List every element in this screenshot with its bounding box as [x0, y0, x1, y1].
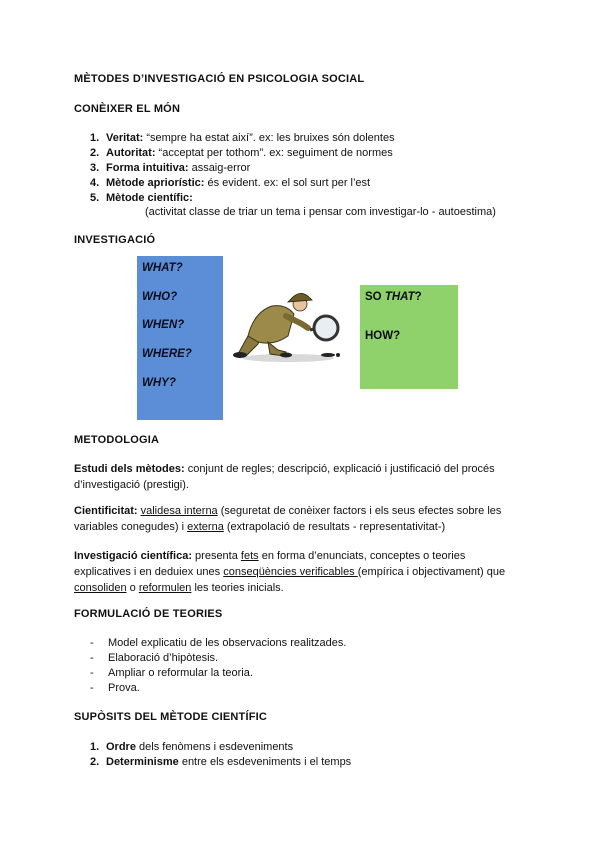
- numbered-list-knowledge: [90, 131, 395, 206]
- numbered-list-assumptions: [90, 740, 351, 770]
- heading-metodologia: METODOLOGIA: [74, 434, 160, 446]
- detective-magnifier-illustration: [228, 284, 346, 364]
- list-item: - Prova.: [90, 682, 140, 694]
- heading-formulacio-teories: FORMULACIÓ DE TEORIES: [74, 608, 223, 620]
- how-label: HOW?: [365, 330, 401, 342]
- where-question: WHERE?: [142, 348, 192, 360]
- list-item: 3. Forma intuitiva: assaig-error: [90, 162, 251, 174]
- list-item: 2. Determinisme entre els esdeveniments i el temps: [90, 756, 352, 768]
- list-item: - Model explicatiu de les observacions realitzades.: [90, 637, 347, 649]
- list-item: 5. Mètode científic:: [90, 192, 193, 204]
- paragraph-investigacio-cientifica: Investigació científica: presenta fets en forma d’enunciats, conceptes o teories explicatives i en deduiex unes conseqüències verificables (empírica i objectivament) que consoliden o reformulen les teories inicials.: [74, 550, 506, 594]
- questions-box: [137, 256, 223, 420]
- list-item: - Ampliar o reformular la teoria.: [90, 667, 253, 679]
- list-item: 1. Veritat: “sempre ha estat així”. ex: les bruixes són dolentes: [90, 132, 395, 144]
- activity-note: (activitat classe de triar un tema i pensar com investigar-lo - autoestima): [145, 206, 496, 218]
- why-question: WHY?: [142, 377, 176, 389]
- list-item: - Elaboració d’hipòtesis.: [90, 652, 219, 664]
- what-question: WHAT?: [142, 262, 183, 274]
- list-item: 2. Autoritat: “acceptat per tothom”. ex: seguiment de normes: [90, 147, 393, 159]
- so-that-label: SO THAT?: [365, 291, 422, 303]
- heading-suposits: SUPÒSITS DEL MÈTODE CIENTÍFIC: [74, 711, 268, 723]
- paragraph-cientificitat: Cientificitat: validesa interna (seguretat de conèixer factors i els seus efectes sobre les variables conegudes) i externa (extrapolació de resultats - representativitat-): [74, 505, 502, 533]
- list-item: 4. Mètode apriorístic: és evident. ex: el sol surt per l’est: [90, 177, 371, 189]
- list-item: 1. Ordre dels fenòmens i esdeveniments: [90, 741, 294, 753]
- heading-conexer-el-mon: CONÈIXER EL MÓN: [74, 103, 181, 115]
- who-question: WHO?: [142, 291, 178, 303]
- heading-investigacio: INVESTIGACIÓ: [74, 234, 156, 246]
- dash-list-theories: [90, 636, 346, 696]
- paragraph-estudi-metodes: Estudi dels mètodes: conjunt de regles; descripció, explicació i justificació del procés d’investigació (prestigi).: [74, 463, 495, 491]
- page-title: MÈTODES D’INVESTIGACIÓ EN PSICOLOGIA SOCIAL: [74, 73, 365, 85]
- so-that-how-box: [360, 285, 458, 389]
- when-question: WHEN?: [142, 319, 185, 331]
